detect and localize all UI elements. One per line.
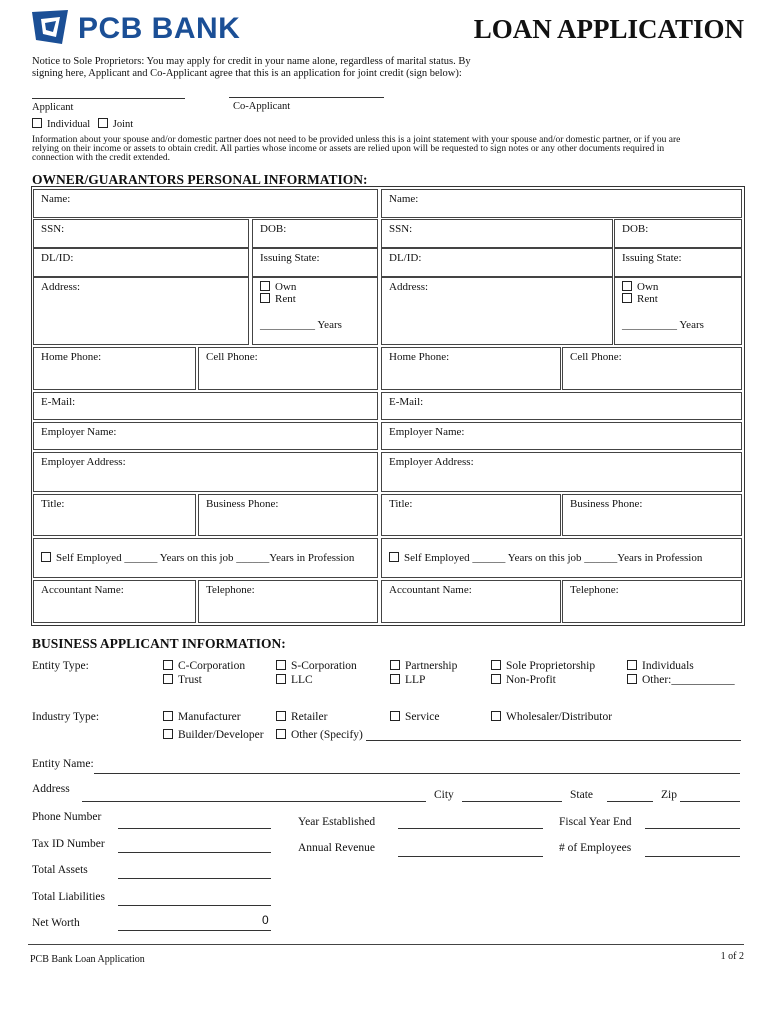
employer-name-label: Employer Name: bbox=[41, 426, 117, 438]
owner2-dob-field[interactable] bbox=[614, 219, 742, 248]
option-label: LLC bbox=[291, 674, 313, 686]
accountant-name-label: Accountant Name: bbox=[41, 584, 124, 596]
year-established-line[interactable] bbox=[398, 828, 543, 829]
service-checkbox[interactable] bbox=[390, 711, 400, 721]
option-label: C-Corporation bbox=[178, 660, 246, 672]
state-line[interactable] bbox=[607, 801, 653, 802]
total-liabilities-line[interactable] bbox=[118, 905, 271, 906]
city-label: City bbox=[434, 789, 454, 801]
owner2-ssn-field[interactable] bbox=[381, 219, 613, 248]
address-label: Address bbox=[32, 783, 70, 795]
entity-option[interactable] bbox=[491, 674, 556, 686]
self-employed-label: Self Employed ______ Years on this job ______Years in Profession bbox=[56, 552, 355, 564]
llc-checkbox[interactable] bbox=[276, 674, 286, 684]
zip-label: Zip bbox=[661, 789, 677, 801]
owner2-years-field[interactable]: __________ Years bbox=[622, 319, 704, 331]
non-profit-checkbox[interactable] bbox=[491, 674, 501, 684]
individuals-checkbox[interactable] bbox=[627, 660, 637, 670]
entity-option[interactable] bbox=[276, 674, 313, 686]
rent-label: Rent bbox=[275, 293, 296, 305]
owner2-home-phone-field[interactable] bbox=[381, 347, 561, 390]
entity-option[interactable] bbox=[627, 660, 694, 672]
s-corp-checkbox[interactable] bbox=[276, 660, 286, 670]
option-label: Non-Profit bbox=[506, 674, 556, 686]
accountant-name-label: Accountant Name: bbox=[389, 584, 472, 596]
owner2-telephone-field[interactable] bbox=[562, 580, 742, 623]
joint-checkbox[interactable] bbox=[98, 118, 108, 128]
owner1-years-field[interactable]: __________ Years bbox=[260, 319, 342, 331]
option-label: Sole Proprietorship bbox=[506, 660, 596, 672]
tax-id-line[interactable] bbox=[118, 852, 271, 853]
industry-option[interactable] bbox=[163, 711, 241, 723]
cell-phone-label: Cell Phone: bbox=[570, 351, 622, 363]
notice-line-2: signing here, Applicant and Co-Applicant agree that this is an application for joint credit (sign below): bbox=[32, 68, 462, 79]
option-label: Trust bbox=[178, 674, 202, 686]
page-number: 1 of 2 bbox=[720, 951, 744, 962]
entity-option[interactable] bbox=[163, 660, 245, 672]
email-label: E-Mail: bbox=[389, 396, 424, 408]
name-label: Name: bbox=[41, 193, 71, 205]
entity-option[interactable] bbox=[491, 660, 595, 672]
dlid-label: DL/ID: bbox=[41, 252, 74, 264]
owner1-telephone-field[interactable] bbox=[198, 580, 378, 623]
spouse-info-line-2: relying on their income or assets to obtain credit. All parties whose income or assets are relied upon will be requested to sign notes or any other documents required in bbox=[32, 144, 665, 154]
entity-type-label: Entity Type: bbox=[32, 660, 89, 672]
owner1-title-field[interactable] bbox=[33, 494, 196, 536]
own-label: Own bbox=[275, 281, 297, 293]
owner2-email-field[interactable] bbox=[381, 392, 742, 420]
employer-address-label: Employer Address: bbox=[389, 456, 474, 468]
owner2-accountant-name-field[interactable] bbox=[381, 580, 561, 623]
joint-label: Joint bbox=[112, 119, 134, 130]
address-label: Address: bbox=[389, 281, 429, 293]
phone-number-line[interactable] bbox=[118, 828, 271, 829]
industry-option[interactable] bbox=[390, 711, 439, 723]
fiscal-year-end-line[interactable] bbox=[645, 828, 740, 829]
annual-revenue-line[interactable] bbox=[398, 856, 543, 857]
option-label: Retailer bbox=[291, 711, 328, 723]
option-label: Service bbox=[405, 711, 440, 723]
coapplicant-signature-line[interactable] bbox=[229, 97, 384, 98]
entity-name-line[interactable] bbox=[94, 773, 740, 774]
llp-checkbox[interactable] bbox=[390, 674, 400, 684]
name-label: Name: bbox=[389, 193, 419, 205]
owner2-dlid-field[interactable] bbox=[381, 248, 613, 277]
owner1-ssn-field[interactable] bbox=[33, 219, 249, 248]
title-label: Title: bbox=[389, 498, 413, 510]
other-checkbox[interactable] bbox=[627, 674, 637, 684]
tax-id-label: Tax ID Number bbox=[32, 838, 105, 850]
owner2-cell-phone-field[interactable] bbox=[562, 347, 742, 390]
owner2-employer-address-field[interactable] bbox=[381, 452, 742, 492]
owner2-self-employed-field bbox=[381, 538, 742, 578]
total-liabilities-label: Total Liabilities bbox=[32, 891, 105, 903]
telephone-label: Telephone: bbox=[570, 584, 619, 596]
owner2-title-field[interactable] bbox=[381, 494, 561, 536]
owner1-issuing-state-field[interactable] bbox=[252, 248, 378, 277]
option-label: S-Corporation bbox=[291, 660, 357, 672]
dob-label: DOB: bbox=[260, 223, 287, 235]
brand-name: PCB BANK bbox=[78, 12, 241, 45]
address-line[interactable] bbox=[82, 801, 426, 802]
owner1-business-phone-field[interactable] bbox=[198, 494, 378, 536]
owner1-name-field[interactable] bbox=[33, 189, 378, 218]
address-label: Address: bbox=[41, 281, 81, 293]
owner1-cell-phone-field[interactable] bbox=[198, 347, 378, 390]
spouse-info-line-1: Information about your spouse and/or domestic partner does not need to be provided unless this is a joint statement with your spouse and/or domestic partner, or if you are bbox=[32, 135, 681, 145]
dlid-label: DL/ID: bbox=[389, 252, 422, 264]
total-assets-line[interactable] bbox=[118, 878, 271, 879]
industry-option[interactable] bbox=[276, 729, 363, 741]
owner1-home-phone-field[interactable] bbox=[33, 347, 196, 390]
option-label: Wholesaler/Distributor bbox=[506, 711, 613, 723]
spouse-info-notice bbox=[32, 136, 744, 163]
net-worth-line[interactable] bbox=[118, 930, 271, 931]
state-label: State bbox=[570, 789, 593, 801]
owner2-rent-checkbox[interactable] bbox=[622, 293, 632, 303]
owner1-employer-name-field[interactable] bbox=[33, 422, 378, 450]
footer-title: PCB Bank Loan Application bbox=[30, 954, 145, 965]
owner1-rent-checkbox[interactable] bbox=[260, 293, 270, 303]
owner1-email-field[interactable] bbox=[33, 392, 378, 420]
applicant-signature-line[interactable] bbox=[32, 98, 185, 99]
footer-divider bbox=[28, 944, 744, 945]
home-phone-label: Home Phone: bbox=[41, 351, 102, 363]
owner2-address-field[interactable] bbox=[381, 277, 613, 345]
owner-section-title: OWNER/GUARANTORS PERSONAL INFORMATION: bbox=[32, 172, 368, 187]
business-section-title: BUSINESS APPLICANT INFORMATION: bbox=[32, 636, 286, 651]
c-corp-checkbox[interactable] bbox=[163, 660, 173, 670]
spouse-info-line-3: connection with the credit extended. bbox=[32, 153, 170, 163]
owner1-dlid-field[interactable] bbox=[33, 248, 249, 277]
owner2-residence-field bbox=[614, 277, 742, 345]
owner1-employer-address-field[interactable] bbox=[33, 452, 378, 492]
dob-label: DOB: bbox=[622, 223, 649, 235]
other-specify-checkbox[interactable] bbox=[276, 729, 286, 739]
trust-checkbox[interactable] bbox=[163, 674, 173, 684]
ssn-label: SSN: bbox=[41, 223, 65, 235]
owner2-employer-name-field[interactable] bbox=[381, 422, 742, 450]
option-label: Other (Specify) bbox=[291, 729, 363, 741]
owner-info-table bbox=[31, 186, 745, 626]
email-label: E-Mail: bbox=[41, 396, 76, 408]
business-phone-label: Business Phone: bbox=[570, 498, 643, 510]
individual-checkbox[interactable] bbox=[32, 118, 42, 128]
phone-number-label: Phone Number bbox=[32, 811, 102, 823]
entity-option[interactable] bbox=[627, 674, 735, 686]
business-phone-label: Business Phone: bbox=[206, 498, 279, 510]
home-phone-label: Home Phone: bbox=[389, 351, 450, 363]
issuing-state-label: Issuing State: bbox=[622, 252, 682, 264]
owner1-accountant-name-field[interactable] bbox=[33, 580, 196, 623]
owner2-self-employed-checkbox[interactable] bbox=[389, 552, 399, 562]
owner2-business-phone-field[interactable] bbox=[562, 494, 742, 536]
annual-revenue-label: Annual Revenue bbox=[298, 842, 375, 854]
owner1-self-employed-checkbox[interactable] bbox=[41, 552, 51, 562]
owner2-name-field[interactable] bbox=[381, 189, 742, 218]
industry-option[interactable] bbox=[491, 711, 612, 723]
wholesaler-checkbox[interactable] bbox=[491, 711, 501, 721]
telephone-label: Telephone: bbox=[206, 584, 255, 596]
fiscal-year-end-label: Fiscal Year End bbox=[559, 816, 632, 828]
ssn-label: SSN: bbox=[389, 223, 413, 235]
option-label: LLP bbox=[405, 674, 426, 686]
sole-proprietorship-checkbox[interactable] bbox=[491, 660, 501, 670]
employees-label: # of Employees bbox=[559, 842, 632, 854]
pcb-logo-icon bbox=[32, 10, 70, 46]
entity-option[interactable] bbox=[390, 660, 457, 672]
applicant-label: Applicant bbox=[32, 102, 74, 113]
year-established-label: Year Established bbox=[298, 816, 376, 828]
employees-line[interactable] bbox=[645, 856, 740, 857]
industry-option[interactable] bbox=[276, 711, 327, 723]
owner2-own-checkbox[interactable] bbox=[622, 281, 632, 291]
self-employed-label: Self Employed ______ Years on this job ______Years in Profession bbox=[404, 552, 703, 564]
owner1-residence-field bbox=[252, 277, 378, 345]
total-assets-label: Total Assets bbox=[32, 864, 88, 876]
industry-type-label: Industry Type: bbox=[32, 711, 100, 723]
individual-label: Individual bbox=[47, 119, 91, 130]
retailer-checkbox[interactable] bbox=[276, 711, 286, 721]
rent-label: Rent bbox=[637, 293, 658, 305]
cell-phone-label: Cell Phone: bbox=[206, 351, 258, 363]
manufacturer-checkbox[interactable] bbox=[163, 711, 173, 721]
other-specify-line[interactable] bbox=[366, 740, 741, 741]
owner1-dob-field[interactable] bbox=[252, 219, 378, 248]
industry-option[interactable] bbox=[163, 729, 264, 741]
own-label: Own bbox=[637, 281, 659, 293]
entity-option[interactable] bbox=[276, 660, 357, 672]
page-title: LOAN APPLICATION bbox=[473, 14, 744, 44]
net-worth-label: Net Worth bbox=[32, 917, 80, 929]
partnership-checkbox[interactable] bbox=[390, 660, 400, 670]
option-label: Other:___________ bbox=[642, 674, 735, 686]
title-label: Title: bbox=[41, 498, 65, 510]
zip-line[interactable] bbox=[680, 801, 740, 802]
entity-name-label: Entity Name: bbox=[32, 758, 94, 770]
owner1-own-checkbox[interactable] bbox=[260, 281, 270, 291]
option-label: Partnership bbox=[405, 660, 458, 672]
net-worth-value[interactable]: 0 bbox=[262, 913, 269, 927]
owner1-self-employed-field bbox=[33, 538, 378, 578]
builder-checkbox[interactable] bbox=[163, 729, 173, 739]
option-label: Manufacturer bbox=[178, 711, 241, 723]
entity-option[interactable] bbox=[390, 674, 425, 686]
issuing-state-label: Issuing State: bbox=[260, 252, 320, 264]
option-label: Individuals bbox=[642, 660, 694, 672]
entity-option[interactable] bbox=[163, 674, 202, 686]
employer-address-label: Employer Address: bbox=[41, 456, 126, 468]
notice-line-1: Notice to Sole Proprietors: You may apply for credit in your name alone, regardless of marital status. By bbox=[32, 56, 471, 67]
employer-name-label: Employer Name: bbox=[389, 426, 465, 438]
applicant-type bbox=[32, 118, 133, 131]
owner2-issuing-state-field[interactable] bbox=[614, 248, 742, 277]
owner1-address-field[interactable] bbox=[33, 277, 249, 345]
option-label: Builder/Developer bbox=[178, 729, 264, 741]
city-line[interactable] bbox=[462, 801, 562, 802]
coapplicant-label: Co-Applicant bbox=[233, 101, 291, 112]
